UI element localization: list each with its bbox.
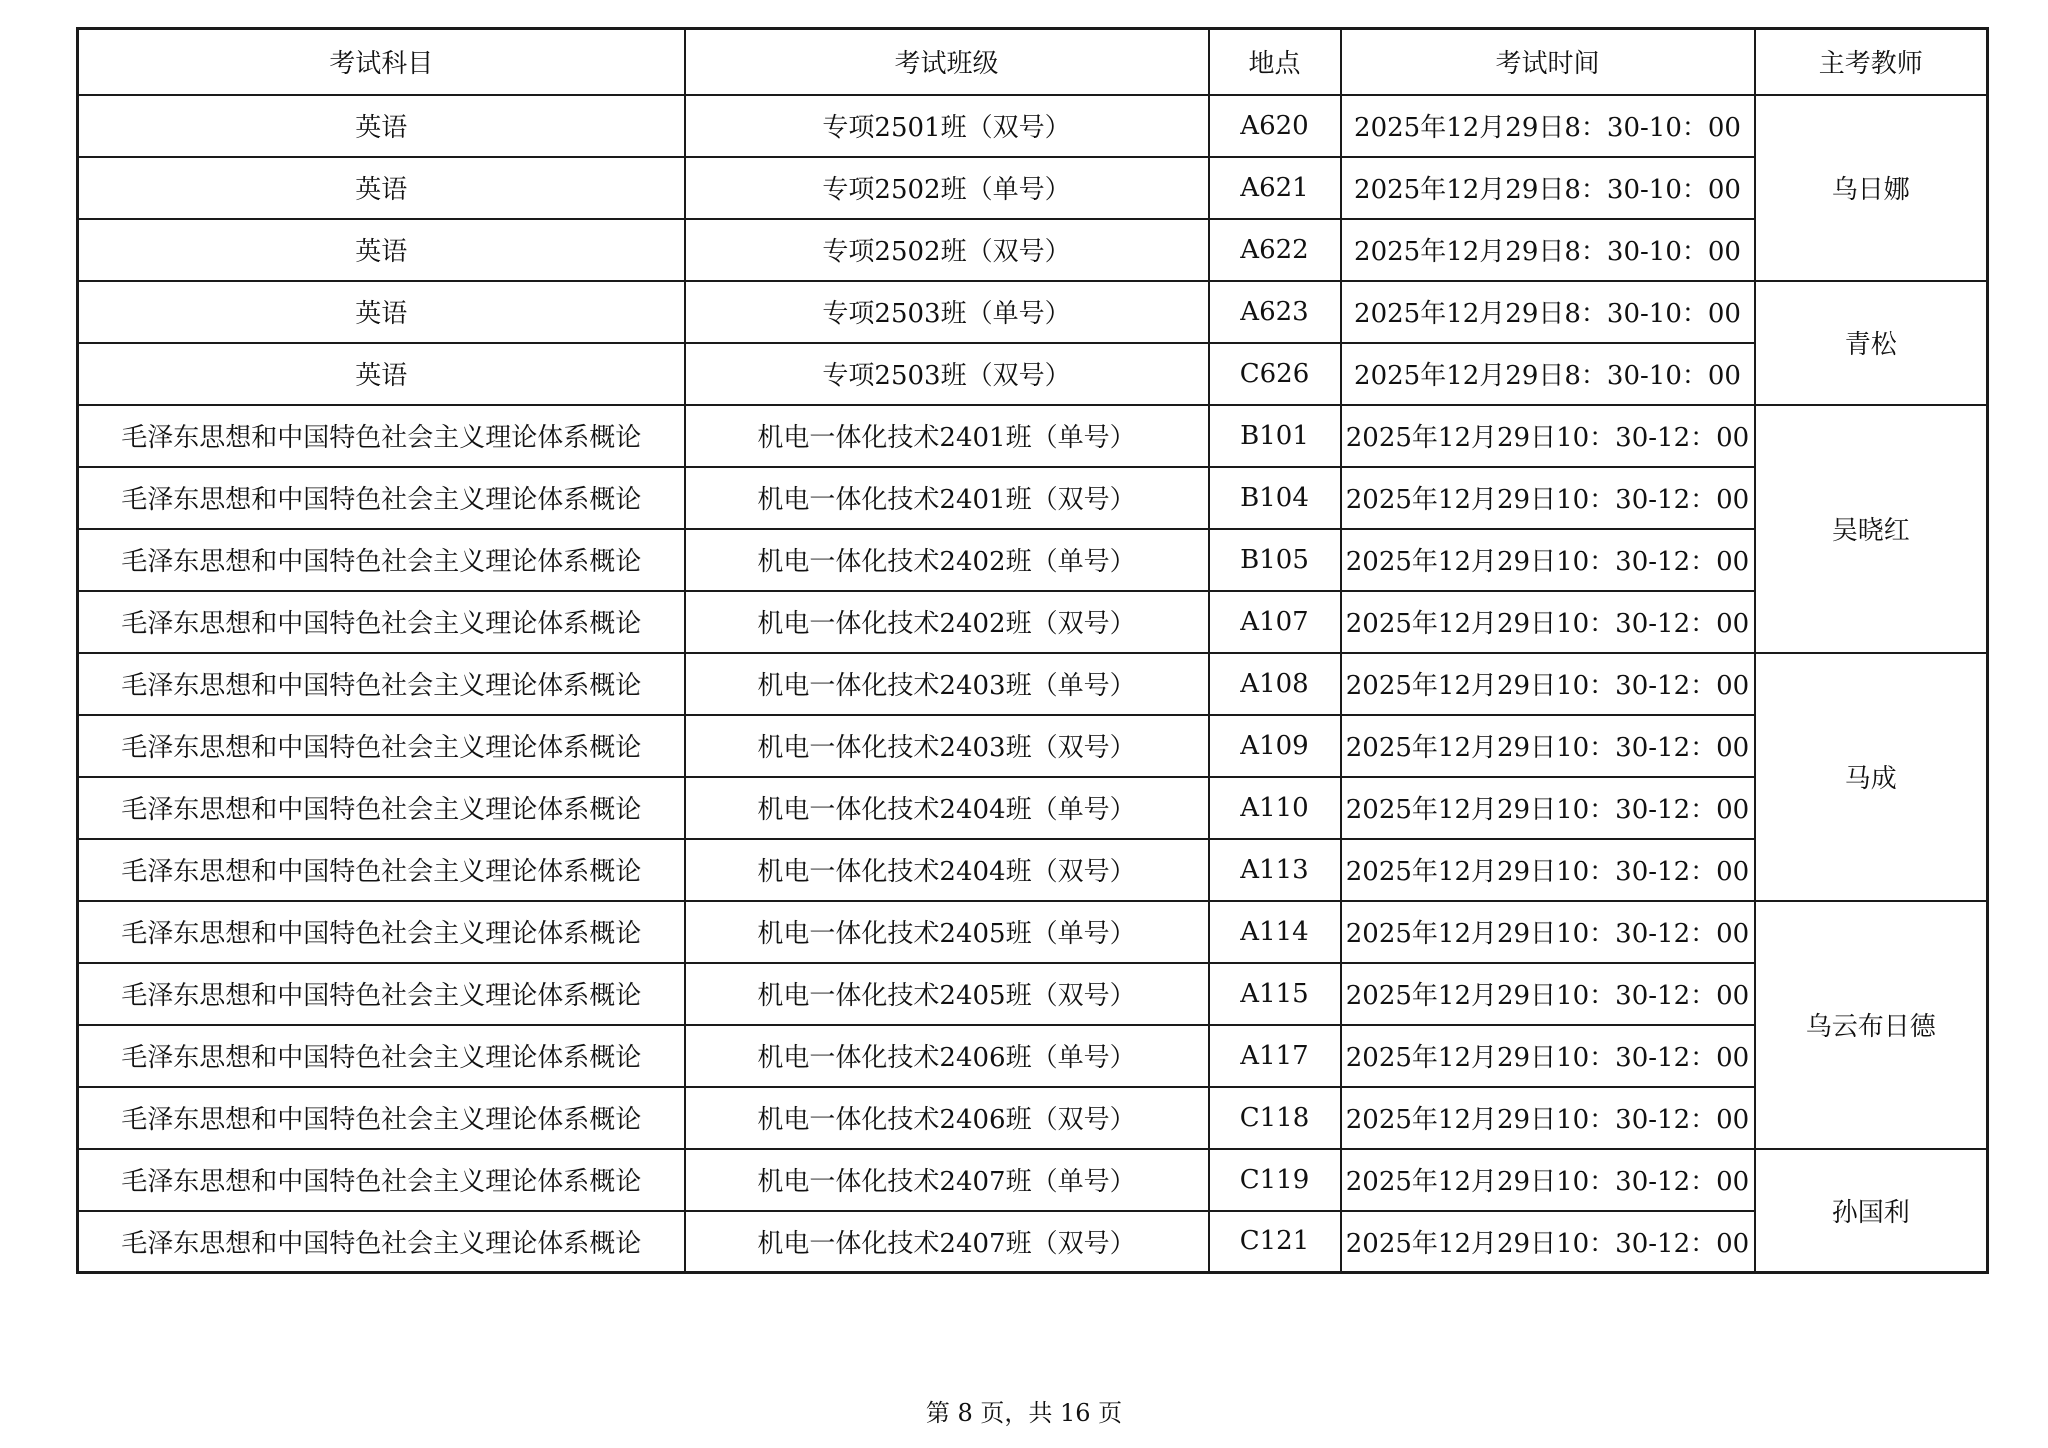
cell-class: 机电一体化技术2401班（双号） (685, 467, 1209, 529)
cell-class: 机电一体化技术2402班（双号） (685, 591, 1209, 653)
cell-subject: 毛泽东思想和中国特色社会主义理论体系概论 (78, 467, 685, 529)
table-row (78, 653, 1988, 715)
table-row (78, 405, 1988, 467)
table-row (78, 1087, 1988, 1149)
cell-class: 机电一体化技术2403班（双号） (685, 715, 1209, 777)
cell-subject: 英语 (78, 219, 685, 281)
cell-subject: 毛泽东思想和中国特色社会主义理论体系概论 (78, 1211, 685, 1273)
table-row (78, 715, 1988, 777)
column-header-time: 考试时间 (1341, 29, 1755, 95)
cell-time: 2025年12月29日10：30-12：00 (1341, 591, 1755, 653)
cell-subject: 毛泽东思想和中国特色社会主义理论体系概论 (78, 963, 685, 1025)
cell-time: 2025年12月29日8：30-10：00 (1341, 157, 1755, 219)
cell-class: 机电一体化技术2401班（单号） (685, 405, 1209, 467)
cell-class: 专项2502班（双号） (685, 219, 1209, 281)
cell-room: A620 (1209, 95, 1341, 157)
cell-room: C626 (1209, 343, 1341, 405)
table-row (78, 95, 1988, 157)
cell-subject: 英语 (78, 95, 685, 157)
cell-time: 2025年12月29日10：30-12：00 (1341, 839, 1755, 901)
cell-room: A621 (1209, 157, 1341, 219)
cell-subject: 毛泽东思想和中国特色社会主义理论体系概论 (78, 715, 685, 777)
cell-class: 专项2503班（双号） (685, 343, 1209, 405)
cell-class: 机电一体化技术2404班（双号） (685, 839, 1209, 901)
cell-time: 2025年12月29日10：30-12：00 (1341, 777, 1755, 839)
cell-time: 2025年12月29日10：30-12：00 (1341, 1025, 1755, 1087)
cell-time: 2025年12月29日10：30-12：00 (1341, 529, 1755, 591)
cell-examiner: 乌日娜 (1755, 95, 1988, 281)
column-header-examiner: 主考教师 (1755, 29, 1988, 95)
table-row (78, 839, 1988, 901)
cell-subject: 毛泽东思想和中国特色社会主义理论体系概论 (78, 591, 685, 653)
cell-room: C118 (1209, 1087, 1341, 1149)
cell-room: A107 (1209, 591, 1341, 653)
cell-time: 2025年12月29日10：30-12：00 (1341, 653, 1755, 715)
table-row (78, 529, 1988, 591)
cell-subject: 毛泽东思想和中国特色社会主义理论体系概论 (78, 839, 685, 901)
cell-subject: 毛泽东思想和中国特色社会主义理论体系概论 (78, 653, 685, 715)
cell-room: A623 (1209, 281, 1341, 343)
table-row (78, 157, 1988, 219)
cell-time: 2025年12月29日10：30-12：00 (1341, 715, 1755, 777)
cell-time: 2025年12月29日10：30-12：00 (1341, 963, 1755, 1025)
table-row (78, 1025, 1988, 1087)
page-number: 第 8 页，共 16 页 (925, 1399, 1123, 1427)
column-header-class: 考试班级 (685, 29, 1209, 95)
table-row (78, 467, 1988, 529)
cell-time: 2025年12月29日10：30-12：00 (1341, 901, 1755, 963)
table-body (78, 95, 1988, 1273)
cell-class: 专项2501班（双号） (685, 95, 1209, 157)
cell-subject: 毛泽东思想和中国特色社会主义理论体系概论 (78, 1025, 685, 1087)
table-row (78, 1211, 1988, 1273)
table-row (78, 963, 1988, 1025)
cell-examiner: 吴晓红 (1755, 405, 1988, 653)
cell-examiner: 乌云布日德 (1755, 901, 1988, 1149)
cell-time: 2025年12月29日10：30-12：00 (1341, 405, 1755, 467)
cell-time: 2025年12月29日10：30-12：00 (1341, 467, 1755, 529)
cell-room: B104 (1209, 467, 1341, 529)
cell-subject: 毛泽东思想和中国特色社会主义理论体系概论 (78, 529, 685, 591)
cell-class: 机电一体化技术2407班（单号） (685, 1149, 1209, 1211)
cell-time: 2025年12月29日8：30-10：00 (1341, 281, 1755, 343)
cell-class: 机电一体化技术2405班（单号） (685, 901, 1209, 963)
cell-room: A110 (1209, 777, 1341, 839)
table-header-row (78, 29, 1988, 95)
cell-subject: 毛泽东思想和中国特色社会主义理论体系概论 (78, 777, 685, 839)
cell-class: 机电一体化技术2405班（双号） (685, 963, 1209, 1025)
cell-room: A113 (1209, 839, 1341, 901)
cell-class: 机电一体化技术2406班（单号） (685, 1025, 1209, 1087)
cell-class: 专项2502班（单号） (685, 157, 1209, 219)
cell-class: 机电一体化技术2406班（双号） (685, 1087, 1209, 1149)
cell-subject: 英语 (78, 281, 685, 343)
cell-subject: 毛泽东思想和中国特色社会主义理论体系概论 (78, 1087, 685, 1149)
cell-room: A108 (1209, 653, 1341, 715)
exam-schedule-table (76, 27, 1989, 1274)
cell-room: C121 (1209, 1211, 1341, 1273)
cell-subject: 毛泽东思想和中国特色社会主义理论体系概论 (78, 1149, 685, 1211)
cell-room: A622 (1209, 219, 1341, 281)
cell-room: B101 (1209, 405, 1341, 467)
cell-examiner: 马成 (1755, 653, 1988, 901)
cell-subject: 英语 (78, 343, 685, 405)
table-row (78, 219, 1988, 281)
column-header-subject: 考试科目 (78, 29, 685, 95)
table-row (78, 1149, 1988, 1211)
cell-time: 2025年12月29日10：30-12：00 (1341, 1087, 1755, 1149)
cell-room: C119 (1209, 1149, 1341, 1211)
cell-subject: 毛泽东思想和中国特色社会主义理论体系概论 (78, 901, 685, 963)
cell-room: A115 (1209, 963, 1341, 1025)
cell-room: A109 (1209, 715, 1341, 777)
cell-time: 2025年12月29日8：30-10：00 (1341, 343, 1755, 405)
table-row (78, 343, 1988, 405)
column-header-room: 地点 (1209, 29, 1341, 95)
cell-examiner: 孙国利 (1755, 1149, 1988, 1273)
cell-examiner: 青松 (1755, 281, 1988, 405)
table-row (78, 777, 1988, 839)
cell-class: 机电一体化技术2407班（双号） (685, 1211, 1209, 1273)
cell-room: B105 (1209, 529, 1341, 591)
cell-time: 2025年12月29日8：30-10：00 (1341, 95, 1755, 157)
cell-room: A114 (1209, 901, 1341, 963)
cell-room: A117 (1209, 1025, 1341, 1087)
table-row (78, 281, 1988, 343)
cell-time: 2025年12月29日10：30-12：00 (1341, 1211, 1755, 1273)
cell-class: 专项2503班（单号） (685, 281, 1209, 343)
cell-subject: 英语 (78, 157, 685, 219)
cell-time: 2025年12月29日10：30-12：00 (1341, 1149, 1755, 1211)
cell-class: 机电一体化技术2403班（单号） (685, 653, 1209, 715)
cell-class: 机电一体化技术2402班（单号） (685, 529, 1209, 591)
table-row (78, 591, 1988, 653)
cell-time: 2025年12月29日8：30-10：00 (1341, 219, 1755, 281)
cell-subject: 毛泽东思想和中国特色社会主义理论体系概论 (78, 405, 685, 467)
table-row (78, 901, 1988, 963)
cell-class: 机电一体化技术2404班（单号） (685, 777, 1209, 839)
